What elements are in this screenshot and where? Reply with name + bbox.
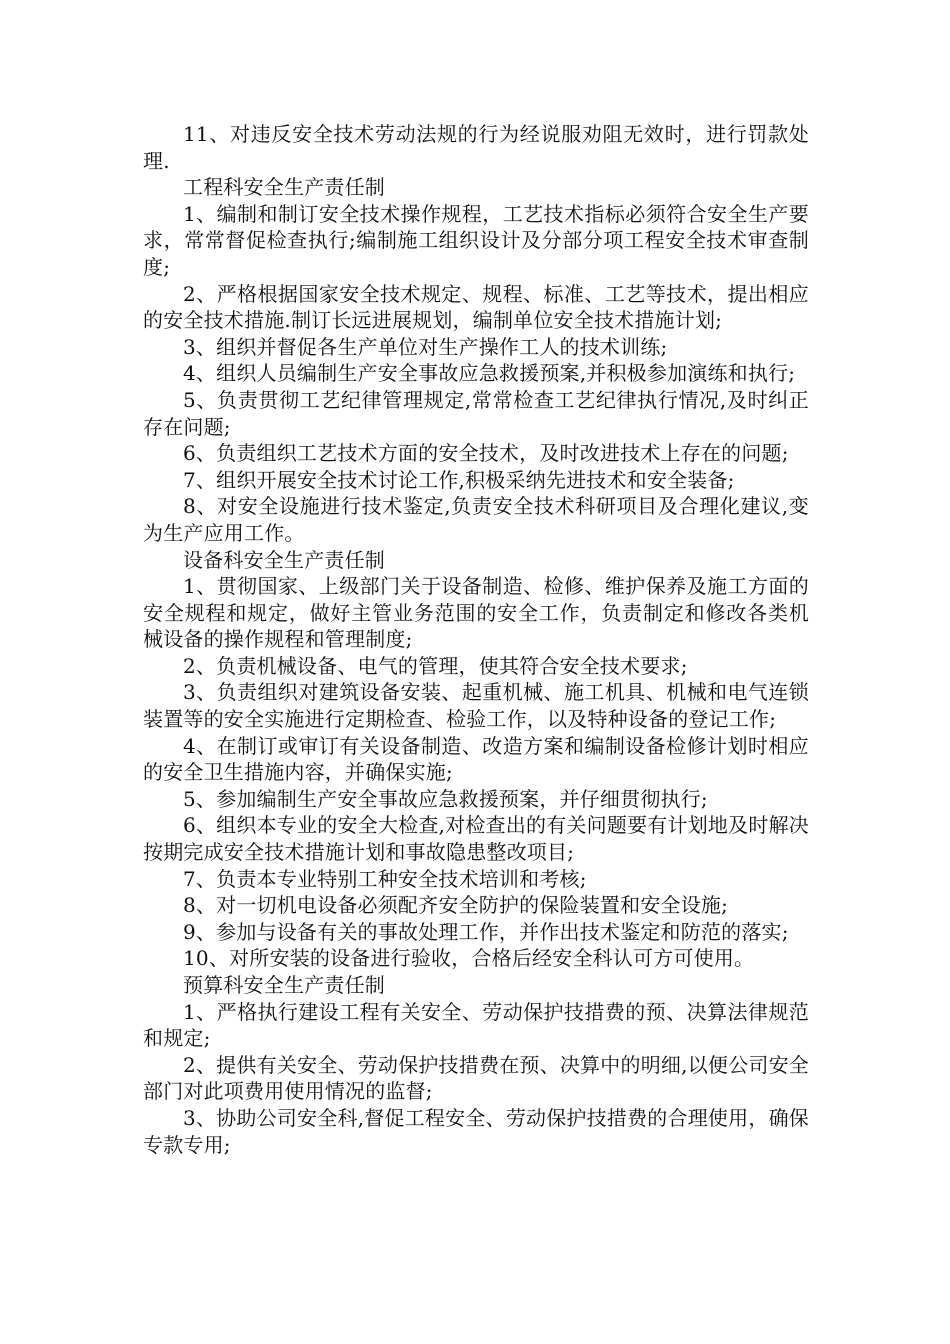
paragraph-13: 2、负责机械设备、电气的管理，使其符合安全技术要求; xyxy=(183,653,688,678)
paragraph-21: 10、对所安装的设备进行验收，合格后经安全科认可方可使用。 xyxy=(183,946,755,971)
paragraph-12: 1、贯彻国家、上级部门关于设备制造、检修、维护保养及施工方面的安全规程和规定，做好主管业务范围的安全工作，负责制定和修改各类机械设备的操作规程和管理制度; xyxy=(143,574,809,652)
paragraph-8: 6、负责组织工艺技术方面的安全技术，及时改进技术上存在的问题; xyxy=(183,441,789,466)
paragraph-14: 3、负责组织对建筑设备安装、起重机械、施工机具、机械和电气连锁装置等的安全实施进行定期检查、检验工作，以及特种设备的登记工作; xyxy=(143,680,809,732)
document-body xyxy=(143,121,809,1158)
paragraph-18: 7、负责本专业特别工种安全技术培训和考核; xyxy=(183,866,587,891)
paragraph-23: 1、严格执行建设工程有关安全、劳动保护技措费的预、决算法律规范和规定; xyxy=(143,999,809,1051)
paragraph-17: 6、组织本专业的安全大检查,对检查出的有关问题要有计划地及时解决按期完成安全技术措施计划和事故隐患整改项目; xyxy=(143,813,809,865)
paragraph-7: 5、负责贯彻工艺纪律管理规定,常常检查工艺纪律执行情况,及时纠正存在问题; xyxy=(143,387,809,439)
section-heading-engineering: 工程科安全生产责任制 xyxy=(183,175,385,200)
paragraph-20: 9、参加与设备有关的事故处理工作，并作出技术鉴定和防范的落实; xyxy=(183,919,789,944)
paragraph-4: 2、严格根据国家安全技术规定、规程、标准、工艺等技术，提出相应的安全技术措施.制订长远进展规划，编制单位安全技术措施计划; xyxy=(143,281,809,333)
paragraph-24: 2、提供有关安全、劳动保护技措费在预、决算中的明细,以便公司安全部门对此项费用使用情况的监督; xyxy=(143,1052,809,1104)
paragraph-10: 8、对安全设施进行技术鉴定,负责安全技术科研项目及合理化建议,变为生产应用工作。 xyxy=(143,494,809,545)
section-heading-budget: 预算科安全生产责任制 xyxy=(183,973,385,997)
paragraph-6: 4、组织人员编制生产安全事故应急救援预案,并积极参加演练和执行; xyxy=(183,361,796,386)
paragraph-1: 11、对违反安全技术劳动法规的行为经说服劝阻无效时，进行罚款处理. xyxy=(143,122,809,173)
paragraph-3: 1、编制和制订安全技术操作规程，工艺技术指标必须符合安全生产要求，常常督促检查执行;编制施工组织设计及分部分项工程安全技术审查制度; xyxy=(143,201,809,279)
paragraph-5: 3、组织并督促各生产单位对生产操作工人的技术训练; xyxy=(183,334,668,359)
paragraph-15: 4、在制订或审订有关设备制造、改造方案和编制设备检修计划时相应的安全卫生措施内容，并确保实施; xyxy=(143,733,809,785)
paragraph-16: 5、参加编制生产安全事故应急救援预案，并仔细贯彻执行; xyxy=(183,786,708,811)
section-heading-equipment: 设备科安全生产责任制 xyxy=(183,547,385,572)
paragraph-9: 7、组织开展安全技术讨论工作,积极采纳先进技术和安全装备; xyxy=(183,467,735,492)
paragraph-25: 3、协助公司安全科,督促工程安全、劳动保护技措费的合理使用，确保专款专用; xyxy=(143,1105,809,1157)
paragraph-19: 8、对一切机电设备必须配齐安全防护的保险装置和安全设施; xyxy=(183,893,729,918)
